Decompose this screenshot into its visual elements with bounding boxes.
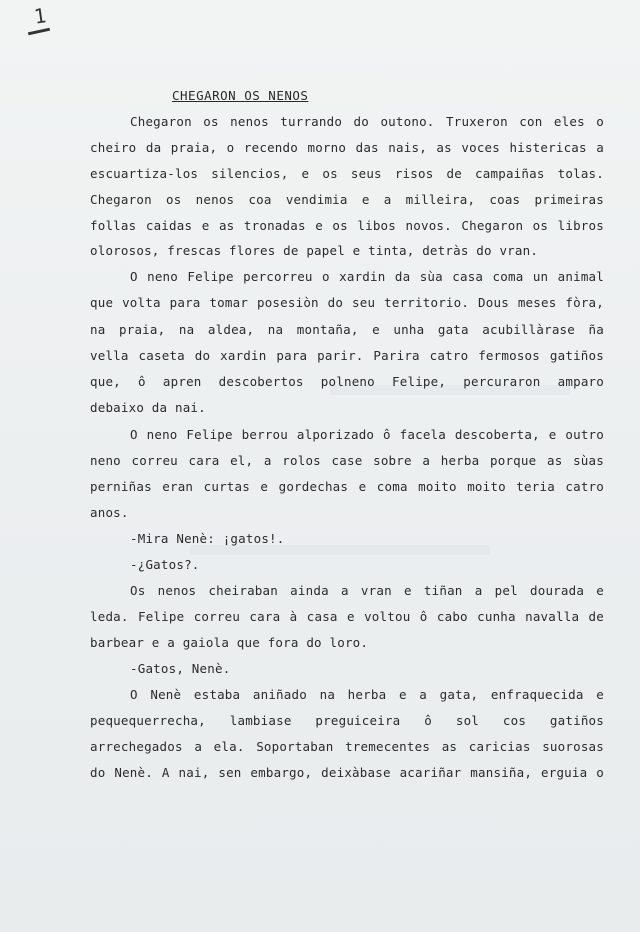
text-line: arrechegados a ela. Soportaban tremecentes as caricias suorosas <box>90 739 604 754</box>
story-title: CHEGARON OS NENOS <box>172 88 309 103</box>
text-line: O neno Felipe berrou alporizado ô facela descoberta, e outro <box>130 427 604 442</box>
text-line: olorosos, frescas flores de papel e tinta, detràs do vran. <box>90 243 539 258</box>
text-line: -Mira Nenè: ¡gatos!. <box>130 531 285 546</box>
text-line: perniñas eran curtas e gordechas e coma moito moito teria catro <box>90 479 604 494</box>
text-line: que, ô apren descobertos polneno Felipe, percuraron amparo <box>90 374 604 389</box>
text-line: leda. Felipe correu cara à casa e voltou ô cabo cunha navalla de <box>90 609 604 624</box>
text-line: na praia, na aldea, na montaña, e unha gata acubillàrase ña <box>90 322 604 337</box>
text-line: anos. <box>90 505 129 520</box>
text-line: do Nenè. A nai, sen embargo, deixàbase acariñar mansiña, erguia o <box>90 765 604 780</box>
page-number-underline <box>28 28 50 36</box>
text-line: barbear e a gaiola que fora do loro. <box>90 635 369 650</box>
text-line: Chegaron os nenos turrando do outono. Truxeron con eles o <box>130 114 604 129</box>
text-line: que volta para tomar posesiòn do seu territorio. Dous meses fòra, <box>90 295 604 310</box>
page-number: 1 <box>32 3 48 29</box>
text-line: pequequerrecha, lambiase preguiceira ô sol cos gatiños <box>90 713 604 728</box>
text-line: -Gatos, Nenè. <box>130 661 231 676</box>
text-line: O neno Felipe percorreu o xardin da sùa casa coma un animal <box>130 269 604 284</box>
text-line: vella caseta do xardin para parir. Parira catro fermosos gatiños <box>90 348 604 363</box>
text-line: -¿Gatos?. <box>130 557 200 572</box>
text-line: follas caidas e as tronadas e os libos novos. Chegaron os libros <box>90 218 604 233</box>
text-line: Chegaron os nenos coa vendimia e a milleira, coas primeiras <box>90 192 604 207</box>
text-line: neno correu cara el, a rolos case sobre a herba porque as sùas <box>90 453 604 468</box>
text-line: debaixo da nai. <box>90 400 206 415</box>
text-line: cheiro da praia, o recendo morno das nais, as voces histericas a <box>90 140 604 155</box>
text-line: Os nenos cheiraban ainda a vran e tiñan a pel dourada e <box>130 583 604 598</box>
text-line: O Nenè estaba aniñado na herba e a gata, enfraquecida e <box>130 687 604 702</box>
text-line: escuartiza-los silencios, e os seus risos de campaiñas tolas. <box>90 166 604 181</box>
